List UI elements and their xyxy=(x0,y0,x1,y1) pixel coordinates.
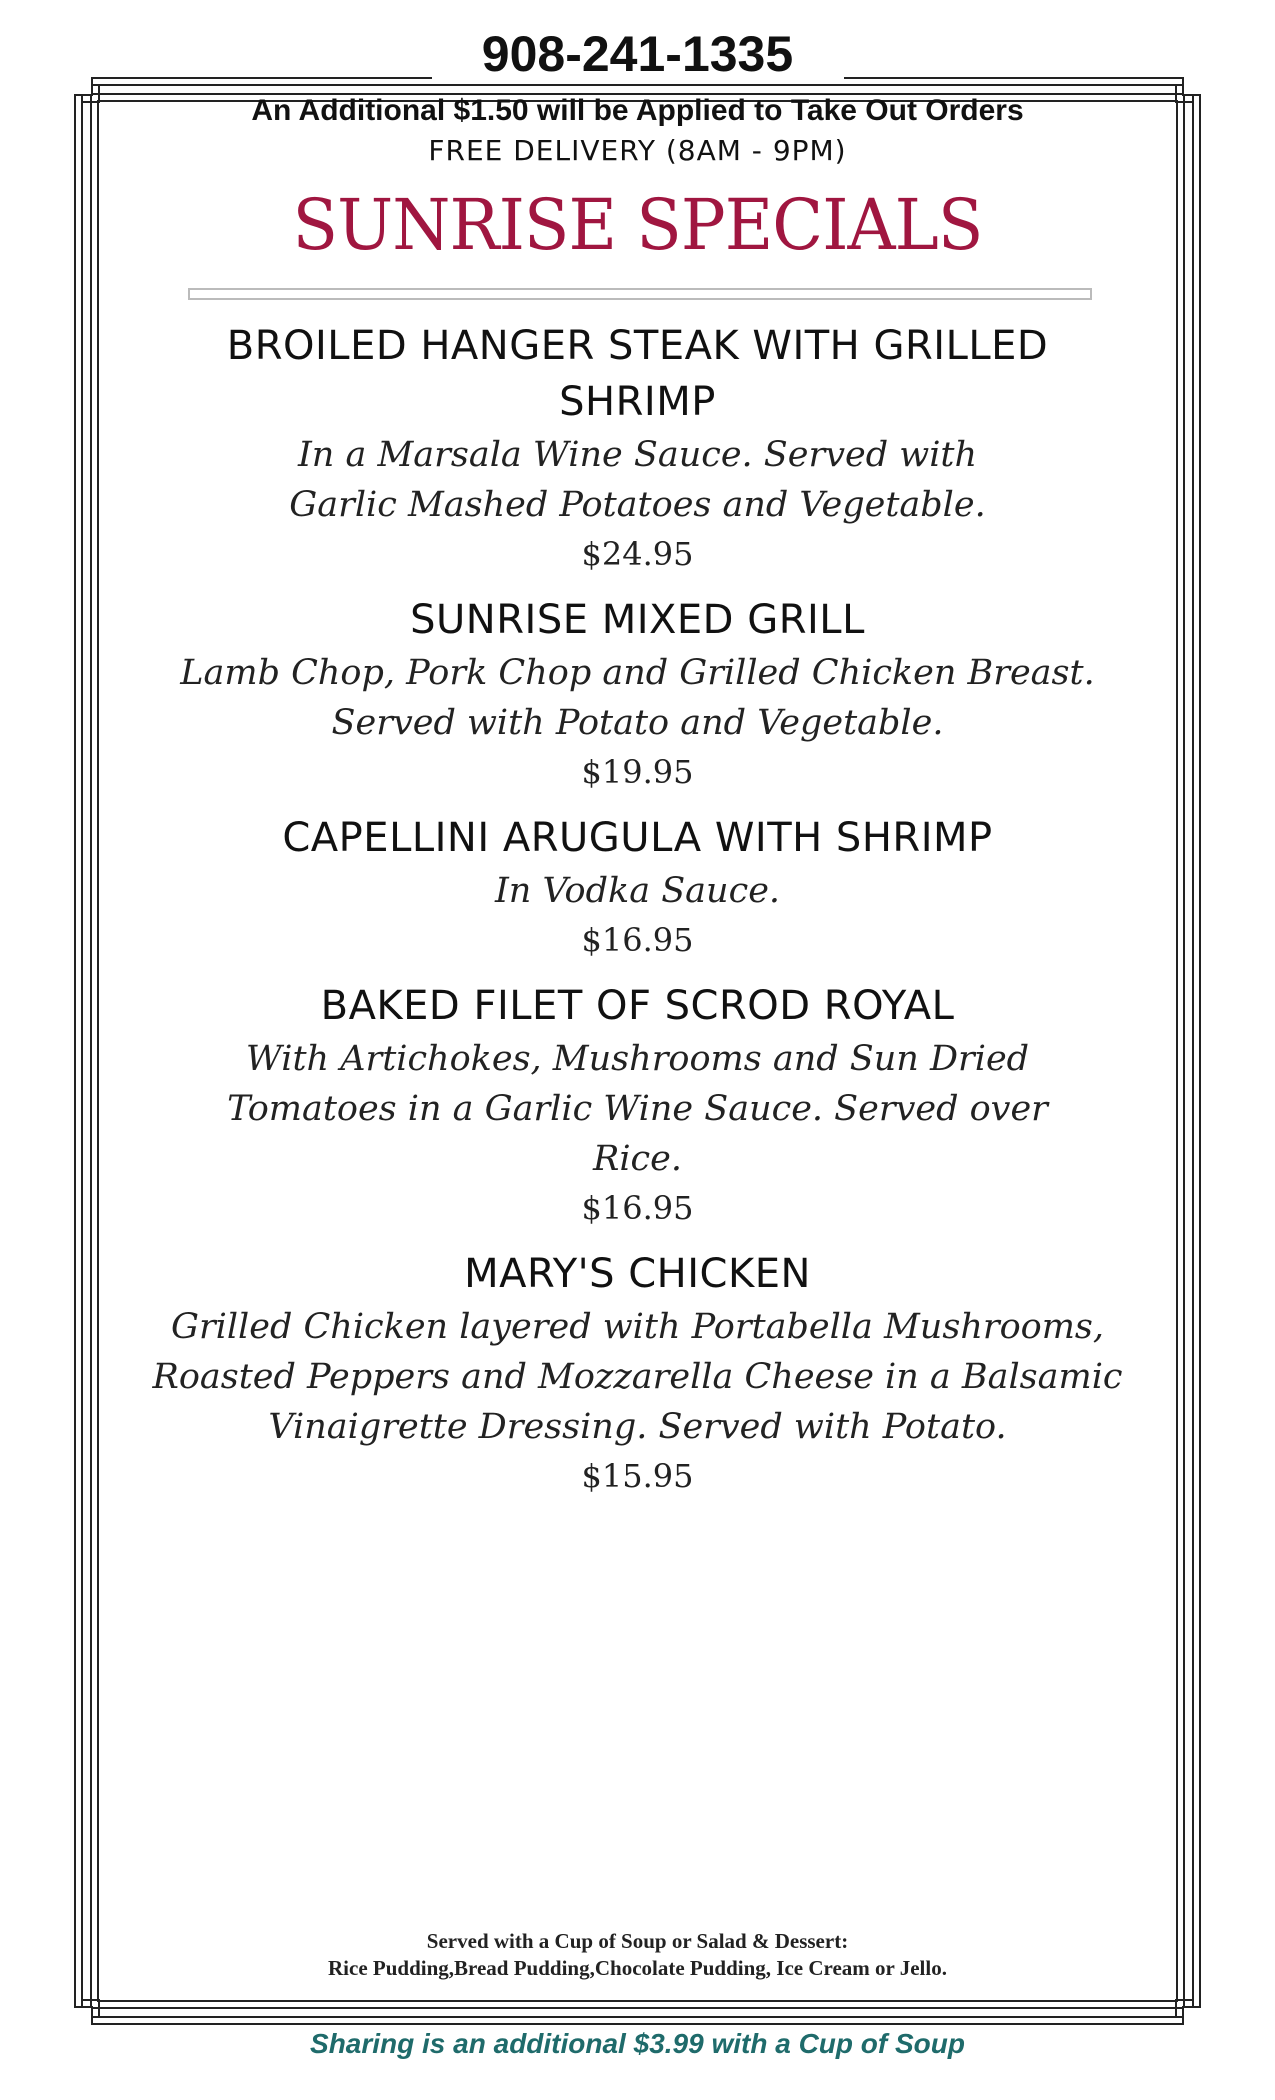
phone-number: 908-241-1335 xyxy=(481,26,794,82)
menu-item-description: In Vodka Sauce. xyxy=(494,871,781,911)
specials-list xyxy=(110,318,1165,1514)
menu-item xyxy=(110,318,1165,578)
corner-step-br xyxy=(1183,2007,1201,2025)
dessert-options-line: Rice Pudding,Bread Pudding,Chocolate Pudding, Ice Cream or Jello. xyxy=(328,1956,947,1980)
free-delivery-note: FREE DELIVERY (8AM - 9PM) xyxy=(428,134,847,167)
menu-item-name: BAKED FILET OF SCROD ROYAL xyxy=(320,983,955,1029)
menu-item xyxy=(110,810,1165,964)
included-sides-note xyxy=(110,1928,1165,1982)
served-with-line: Served with a Cup of Soup or Salad & Dessert: xyxy=(426,1929,849,1953)
menu-item xyxy=(110,1246,1165,1500)
corner-step-tl-inner xyxy=(81,84,99,102)
menu-item-name: BROILED HANGER STEAK WITH GRILLED SHRIMP xyxy=(226,323,1049,425)
menu-item-price: $24.95 xyxy=(581,535,694,573)
corner-step-tr-inner xyxy=(1176,84,1194,102)
menu-item-name: SUNRISE MIXED GRILL xyxy=(410,597,865,643)
menu-item-description: With Artichokes, Mushrooms and Sun Dried Tomatoes in a Garlic Wine Sauce. Served over Rice. xyxy=(227,1039,1048,1179)
corner-step-bl-inner xyxy=(81,2000,99,2018)
menu-item-price: $19.95 xyxy=(581,753,694,791)
corner-step-bl xyxy=(74,2007,92,2025)
menu-item-description: Lamb Chop, Pork Chop and Grilled Chicken Breast. Served with Potato and Vegetable. xyxy=(180,653,1095,743)
menu-item xyxy=(110,592,1165,796)
menu-item-price: $16.95 xyxy=(581,921,694,959)
menu-item-name: MARY'S CHICKEN xyxy=(464,1251,811,1297)
sharing-charge-note: Sharing is an additional $3.99 with a Cup of Soup xyxy=(310,2028,965,2059)
menu-item xyxy=(110,978,1165,1232)
title-divider xyxy=(188,288,1092,300)
menu-item-price: $15.95 xyxy=(581,1457,694,1495)
menu-item-price: $16.95 xyxy=(581,1189,694,1227)
takeout-surcharge-note: An Additional $1.50 will be Applied to Take Out Orders xyxy=(251,94,1024,127)
menu-item-name: CAPELLINI ARUGULA WITH SHRIMP xyxy=(282,815,993,861)
page-title: SUNRISE SPECIALS xyxy=(292,184,983,266)
menu-item-description: Grilled Chicken layered with Portabella Mushrooms, Roasted Peppers and Mozzarella Cheese in a Balsamic Vinaigrette Dressing. Served with Potato. xyxy=(152,1307,1123,1447)
corner-step-br-inner xyxy=(1176,2000,1194,2018)
menu-item-description: In a Marsala Wine Sauce. Served with Garlic Mashed Potatoes and Vegetable. xyxy=(289,435,986,525)
